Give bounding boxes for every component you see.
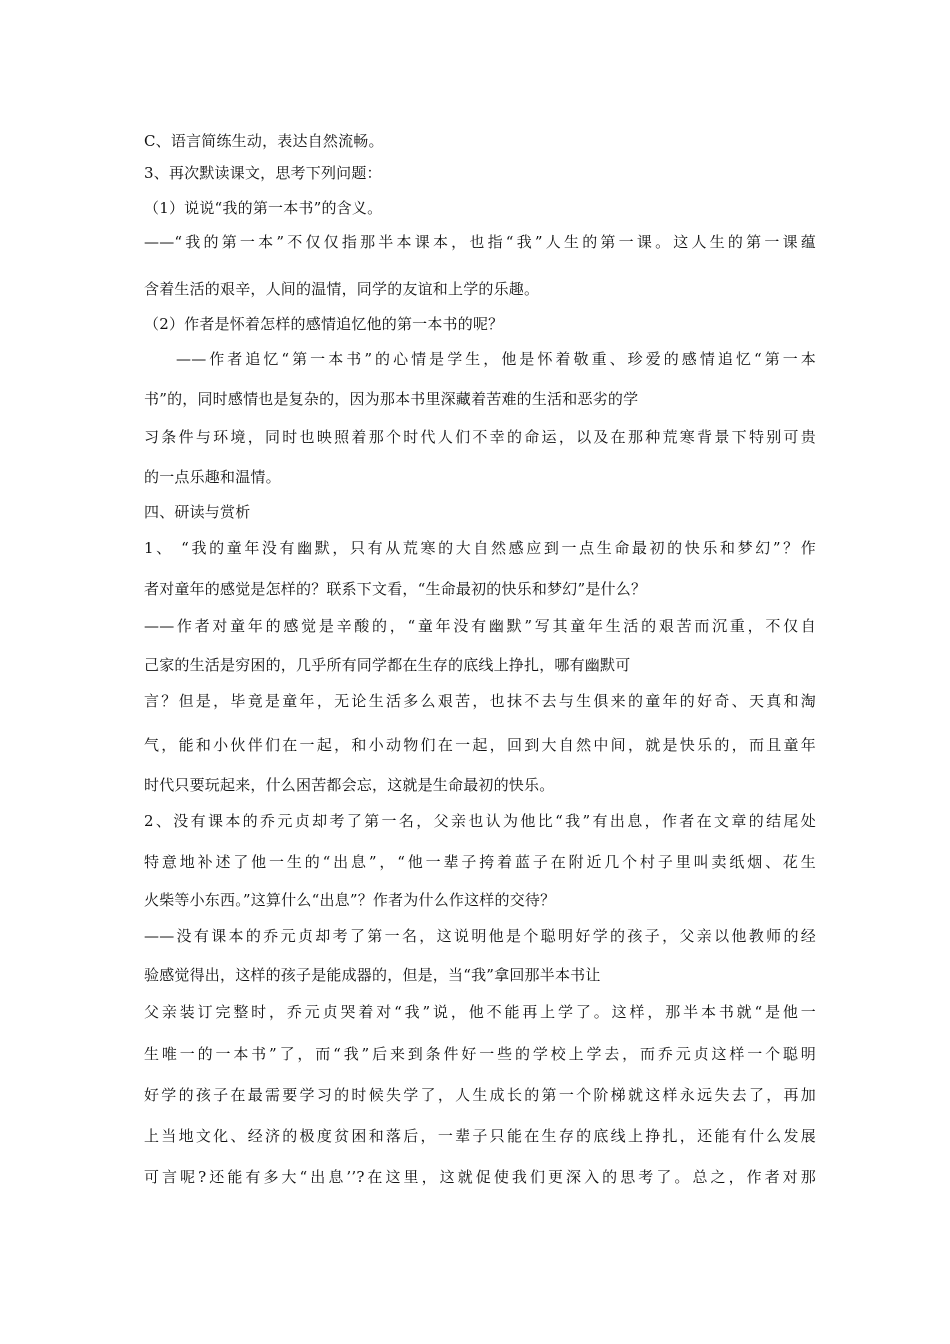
text-line: 2、没有课本的乔元贞却考了第一名，父亲也认为他比“我”有出息，作者在文章的结尾处 bbox=[144, 812, 816, 830]
text-line: 言？但是，毕竟是童年，无论生活多么艰苦，也抹不去与生俱来的童年的好奇、天真和淘 bbox=[144, 692, 816, 710]
text-line: 验感觉得出，这样的孩子是能成器的，但是，当“我”拿回那半本书让 bbox=[144, 966, 601, 984]
text-line: 书”的，同时感情也是复杂的，因为那本书里深藏着苦难的生活和恶劣的学 bbox=[144, 390, 639, 408]
text-line: 习条件与环境，同时也映照着那个时代人们不幸的命运，以及在那种荒寒背景下特别可贵 bbox=[144, 428, 816, 446]
text-line: 1、 “我的童年没有幽默，只有从荒寒的大自然感应到一点生命最初的快乐和梦幻”？作 bbox=[144, 539, 816, 557]
text-line: 含着生活的艰辛，人间的温情，同学的友谊和上学的乐趣。 bbox=[144, 280, 540, 298]
text-line: 生唯一的一本书”了，而“我”后来到条件好一些的学校上学去，而乔元贞这样一个聪明 bbox=[144, 1045, 816, 1063]
text-line: 可言呢?还能有多大“出息’’?在这里，这就促使我们更深入的思考了。总之，作者对那 bbox=[144, 1168, 816, 1186]
text-line: 气，能和小伙伴们在一起，和小动物们在一起，回到大自然中间，就是快乐的，而且童年 bbox=[144, 736, 816, 754]
text-line: ——没有课本的乔元贞却考了第一名，这说明他是个聪明好学的孩子，父亲以他教师的经 bbox=[144, 927, 816, 945]
text-line: 的一点乐趣和温情。 bbox=[144, 468, 281, 486]
text-line: 特意地补述了他一生的“出息”，“他一辈子挎着蓝子在附近几个村子里叫卖纸烟、花生 bbox=[144, 853, 816, 871]
text-line: ——“我的第一本”不仅仅指那半本课本，也指“我”人生的第一课。这人生的第一课蕴 bbox=[144, 233, 816, 251]
text-line: 父亲装订完整时，乔元贞哭着对“我”说，他不能再上学了。这样，那半本书就“是他一 bbox=[144, 1003, 816, 1021]
text-line: C、语言简练生动，表达自然流畅。 bbox=[144, 132, 384, 150]
text-line: ——作者对童年的感觉是辛酸的，“童年没有幽默”写其童年生活的艰苦而沉重，不仅自 bbox=[144, 617, 816, 635]
text-line: 上当地文化、经济的极度贫困和落后，一辈子只能在生存的底线上挣扎，还能有什么发展 bbox=[144, 1127, 816, 1145]
text-line: 者对童年的感觉是怎样的？联系下文看，“生命最初的快乐和梦幻”是什么？ bbox=[144, 580, 647, 598]
text-line: （2）作者是怀着怎样的感情追忆他的第一本书的呢？ bbox=[144, 315, 504, 333]
text-line: 3、再次默读课文，思考下列问题： bbox=[144, 164, 382, 182]
text-line: ——作者追忆“第一本书”的心情是学生，他是怀着敬重、珍爱的感情追忆“第一本 bbox=[176, 350, 816, 368]
text-line: 时代只要玩起来，什么困苦都会忘，这就是生命最初的快乐。 bbox=[144, 776, 555, 794]
section-heading: 四、研读与赏析 bbox=[144, 503, 251, 521]
text-line: 火柴等小东西。”这算什么“出息”？作者为什么作这样的交待？ bbox=[144, 891, 556, 909]
text-line: 好学的孩子在最需要学习的时候失学了，人生成长的第一个阶梯就这样永远失去了，再加 bbox=[144, 1086, 816, 1104]
text-line: （1）说说“我的第一本书”的含义。 bbox=[144, 199, 383, 217]
text-line: 己家的生活是穷困的，几乎所有同学都在生存的底线上挣扎，哪有幽默可 bbox=[144, 656, 631, 674]
